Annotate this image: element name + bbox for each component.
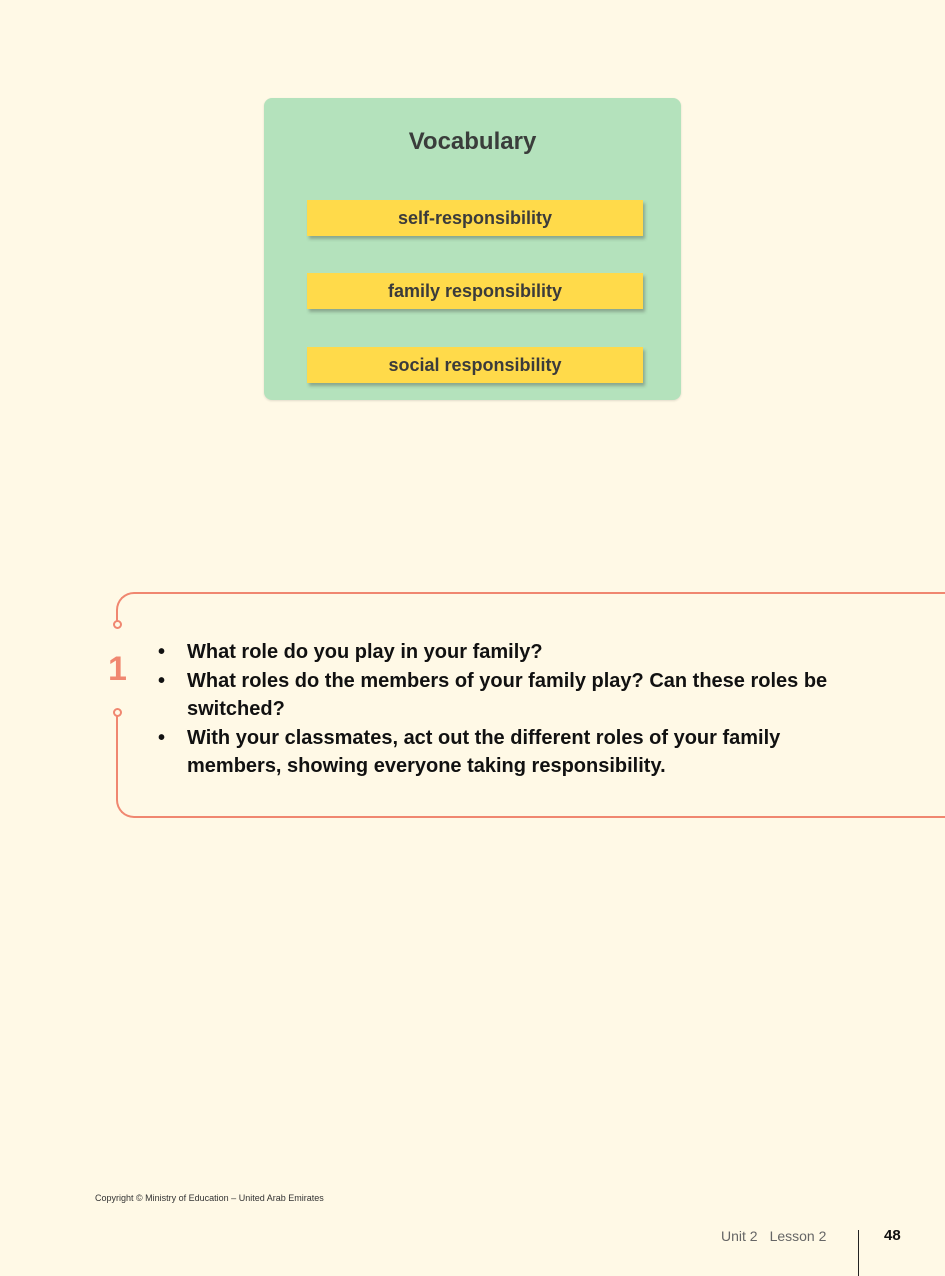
footer-breadcrumb [721, 1228, 838, 1244]
page-number: 48 [884, 1227, 901, 1244]
vocabulary-card [264, 98, 681, 400]
vocabulary-item: self-responsibility [307, 200, 643, 236]
vocabulary-title: Vocabulary [408, 128, 537, 155]
question-item: • What role do you play in your family? [158, 638, 858, 667]
unit-label: Unit 2 [721, 1228, 758, 1244]
border-dot-icon [113, 708, 122, 717]
question-list [158, 638, 858, 781]
lesson-label: Lesson 2 [769, 1228, 827, 1244]
vocabulary-item: family responsibility [307, 273, 643, 309]
question-item: • What roles do the members of your family play? Can these roles be switched? [158, 667, 858, 724]
vocabulary-item: social responsibility [307, 347, 643, 383]
activity-number: 1 [108, 650, 127, 688]
border-dot-icon [113, 620, 122, 629]
footer-divider [858, 1230, 859, 1276]
question-item: • With your classmates, act out the different roles of your family members, showing everyone taking responsibility. [158, 724, 858, 781]
copyright-notice: Copyright © Ministry of Education – United Arab Emirates [95, 1193, 324, 1203]
